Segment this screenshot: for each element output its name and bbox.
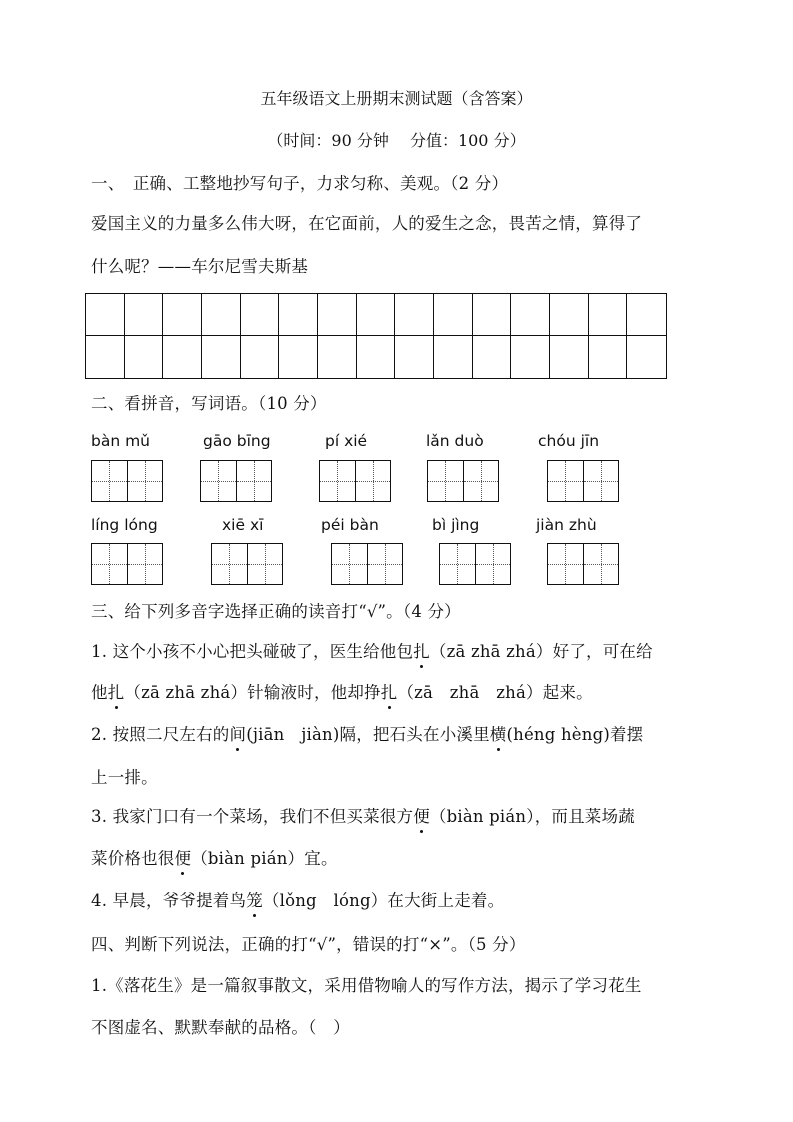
grid-cell[interactable] xyxy=(627,336,666,378)
grid-cell[interactable] xyxy=(589,294,628,336)
tianzige-box[interactable] xyxy=(91,460,163,502)
question-3-4 xyxy=(91,887,504,911)
page-title: 五年级语文上册期末测试题（含答案） xyxy=(260,89,533,108)
grid-cell[interactable] xyxy=(357,294,396,336)
tianzige-box[interactable] xyxy=(200,460,272,502)
question-text: 3. 我家门口有一个菜场，我们不但买菜很方 xyxy=(91,807,414,826)
question-text: 2. 按照二尺左右的 xyxy=(91,725,230,744)
tianzige-box[interactable] xyxy=(331,543,403,585)
pinyin-options[interactable]: (jiān jiàn)隔，把石头在小溪里 xyxy=(246,725,490,744)
pinyin-label: gāo bīng xyxy=(203,432,271,450)
question-4-1-line1: 1.《落花生》是一篇叙事散文，采用借物喻人的写作方法，揭示了学习花生 xyxy=(91,976,642,995)
grid-cell[interactable] xyxy=(473,336,512,378)
emphasized-char: 便 xyxy=(175,845,192,869)
question-3-1-line2 xyxy=(91,679,593,703)
grid-cell[interactable] xyxy=(241,294,280,336)
question-3-2-line2: 上一排。 xyxy=(91,768,158,787)
grid-cell[interactable] xyxy=(202,294,241,336)
grid-cell[interactable] xyxy=(318,336,357,378)
pinyin-options[interactable]: （biàn pián）宜。 xyxy=(191,849,338,868)
exam-info: （时间：90 分钟 分值：100 分） xyxy=(267,131,526,150)
section1-heading: 一、 正确、工整地抄写句子，力求匀称、美观。（2 分） xyxy=(91,174,509,193)
grid-cell[interactable] xyxy=(395,294,434,336)
grid-cell[interactable] xyxy=(241,336,280,378)
grid-cell[interactable] xyxy=(550,336,589,378)
pinyin-label: pí xié xyxy=(325,432,368,450)
pinyin-options[interactable]: （zā zhā zhá）起来。 xyxy=(397,683,593,702)
pinyin-options[interactable]: （lǒng lóng）在大街上走着。 xyxy=(262,891,505,910)
grid-cell[interactable] xyxy=(163,336,202,378)
question-4-1-line2[interactable]: 不图虚名、默默奉献的品格。（ ） xyxy=(91,1018,350,1037)
grid-cell[interactable] xyxy=(202,336,241,378)
pinyin-label: bàn mǔ xyxy=(91,432,151,450)
section3-heading: 三、给下列多音字选择正确的读音打“√”。（4 分） xyxy=(91,602,461,621)
pinyin-label: bì jìng xyxy=(432,516,480,534)
grid-cell[interactable] xyxy=(589,336,628,378)
question-text: 菜价格也很 xyxy=(91,849,175,868)
tianzige-box[interactable] xyxy=(547,460,619,502)
pinyin-options[interactable]: （zā zhā zhá）好了，可在给 xyxy=(429,642,653,661)
question-3-3-line1 xyxy=(91,803,635,827)
tianzige-box[interactable] xyxy=(319,460,391,502)
question-text: 1. 这个小孩不小心把头碰破了，医生给他包 xyxy=(91,642,414,661)
grid-cell[interactable] xyxy=(550,294,589,336)
emphasized-char: 间 xyxy=(230,721,247,745)
question-3-1-line1 xyxy=(91,638,653,662)
emphasized-char: 扎 xyxy=(381,679,398,703)
grid-cell[interactable] xyxy=(627,294,666,336)
grid-cell[interactable] xyxy=(511,294,550,336)
copy-writing-grid[interactable] xyxy=(85,293,667,379)
pinyin-label: jiàn zhù xyxy=(536,516,597,534)
section1-sentence-line2: 什么呢？——车尔尼雪夫斯基 xyxy=(91,257,309,276)
section4-heading: 四、判断下列说法，正确的打“√”，错误的打“×”。（5 分） xyxy=(91,935,526,954)
pinyin-options[interactable]: （biàn pián），而且菜场蔬 xyxy=(429,807,635,826)
section1-sentence-line1: 爱国主义的力量多么伟大呀，在它面前，人的爱生之念，畏苦之情，算得了 xyxy=(91,214,643,233)
pinyin-label: péi bàn xyxy=(321,516,379,534)
grid-cell[interactable] xyxy=(511,336,550,378)
question-3-2-line1 xyxy=(91,721,643,745)
emphasized-char: 便 xyxy=(413,803,430,827)
emphasized-char: 横 xyxy=(490,721,507,745)
question-text: 4. 早晨，爷爷提着鸟 xyxy=(91,891,247,910)
grid-cell[interactable] xyxy=(279,336,318,378)
tianzige-box[interactable] xyxy=(211,543,283,585)
grid-cell[interactable] xyxy=(86,336,125,378)
grid-cell[interactable] xyxy=(318,294,357,336)
grid-cell[interactable] xyxy=(125,336,164,378)
grid-cell[interactable] xyxy=(357,336,396,378)
question-text: 他 xyxy=(91,683,108,702)
grid-cell[interactable] xyxy=(163,294,202,336)
section2-heading: 二、看拼音，写词语。（10 分） xyxy=(91,394,327,413)
question-3-3-line2 xyxy=(91,845,338,869)
tianzige-box[interactable] xyxy=(439,543,511,585)
pinyin-label: líng lóng xyxy=(91,516,158,534)
emphasized-char: 扎 xyxy=(413,638,430,662)
pinyin-label: lǎn duò xyxy=(426,432,484,450)
tianzige-box[interactable] xyxy=(427,460,499,502)
pinyin-options[interactable]: （zā zhā zhá）针输液时，他却挣 xyxy=(124,683,381,702)
pinyin-label: chóu jīn xyxy=(538,432,600,450)
pinyin-options[interactable]: (héng hèng)着摆 xyxy=(506,725,644,744)
emphasized-char: 扎 xyxy=(108,679,125,703)
tianzige-box[interactable] xyxy=(547,543,619,585)
grid-cell[interactable] xyxy=(125,294,164,336)
grid-cell[interactable] xyxy=(395,336,434,378)
grid-cell[interactable] xyxy=(473,294,512,336)
tianzige-box[interactable] xyxy=(91,543,163,585)
grid-cell[interactable] xyxy=(434,294,473,336)
pinyin-label: xiē xī xyxy=(222,516,264,534)
emphasized-char: 笼 xyxy=(246,887,263,911)
grid-cell[interactable] xyxy=(434,336,473,378)
grid-cell[interactable] xyxy=(279,294,318,336)
grid-cell[interactable] xyxy=(86,294,125,336)
